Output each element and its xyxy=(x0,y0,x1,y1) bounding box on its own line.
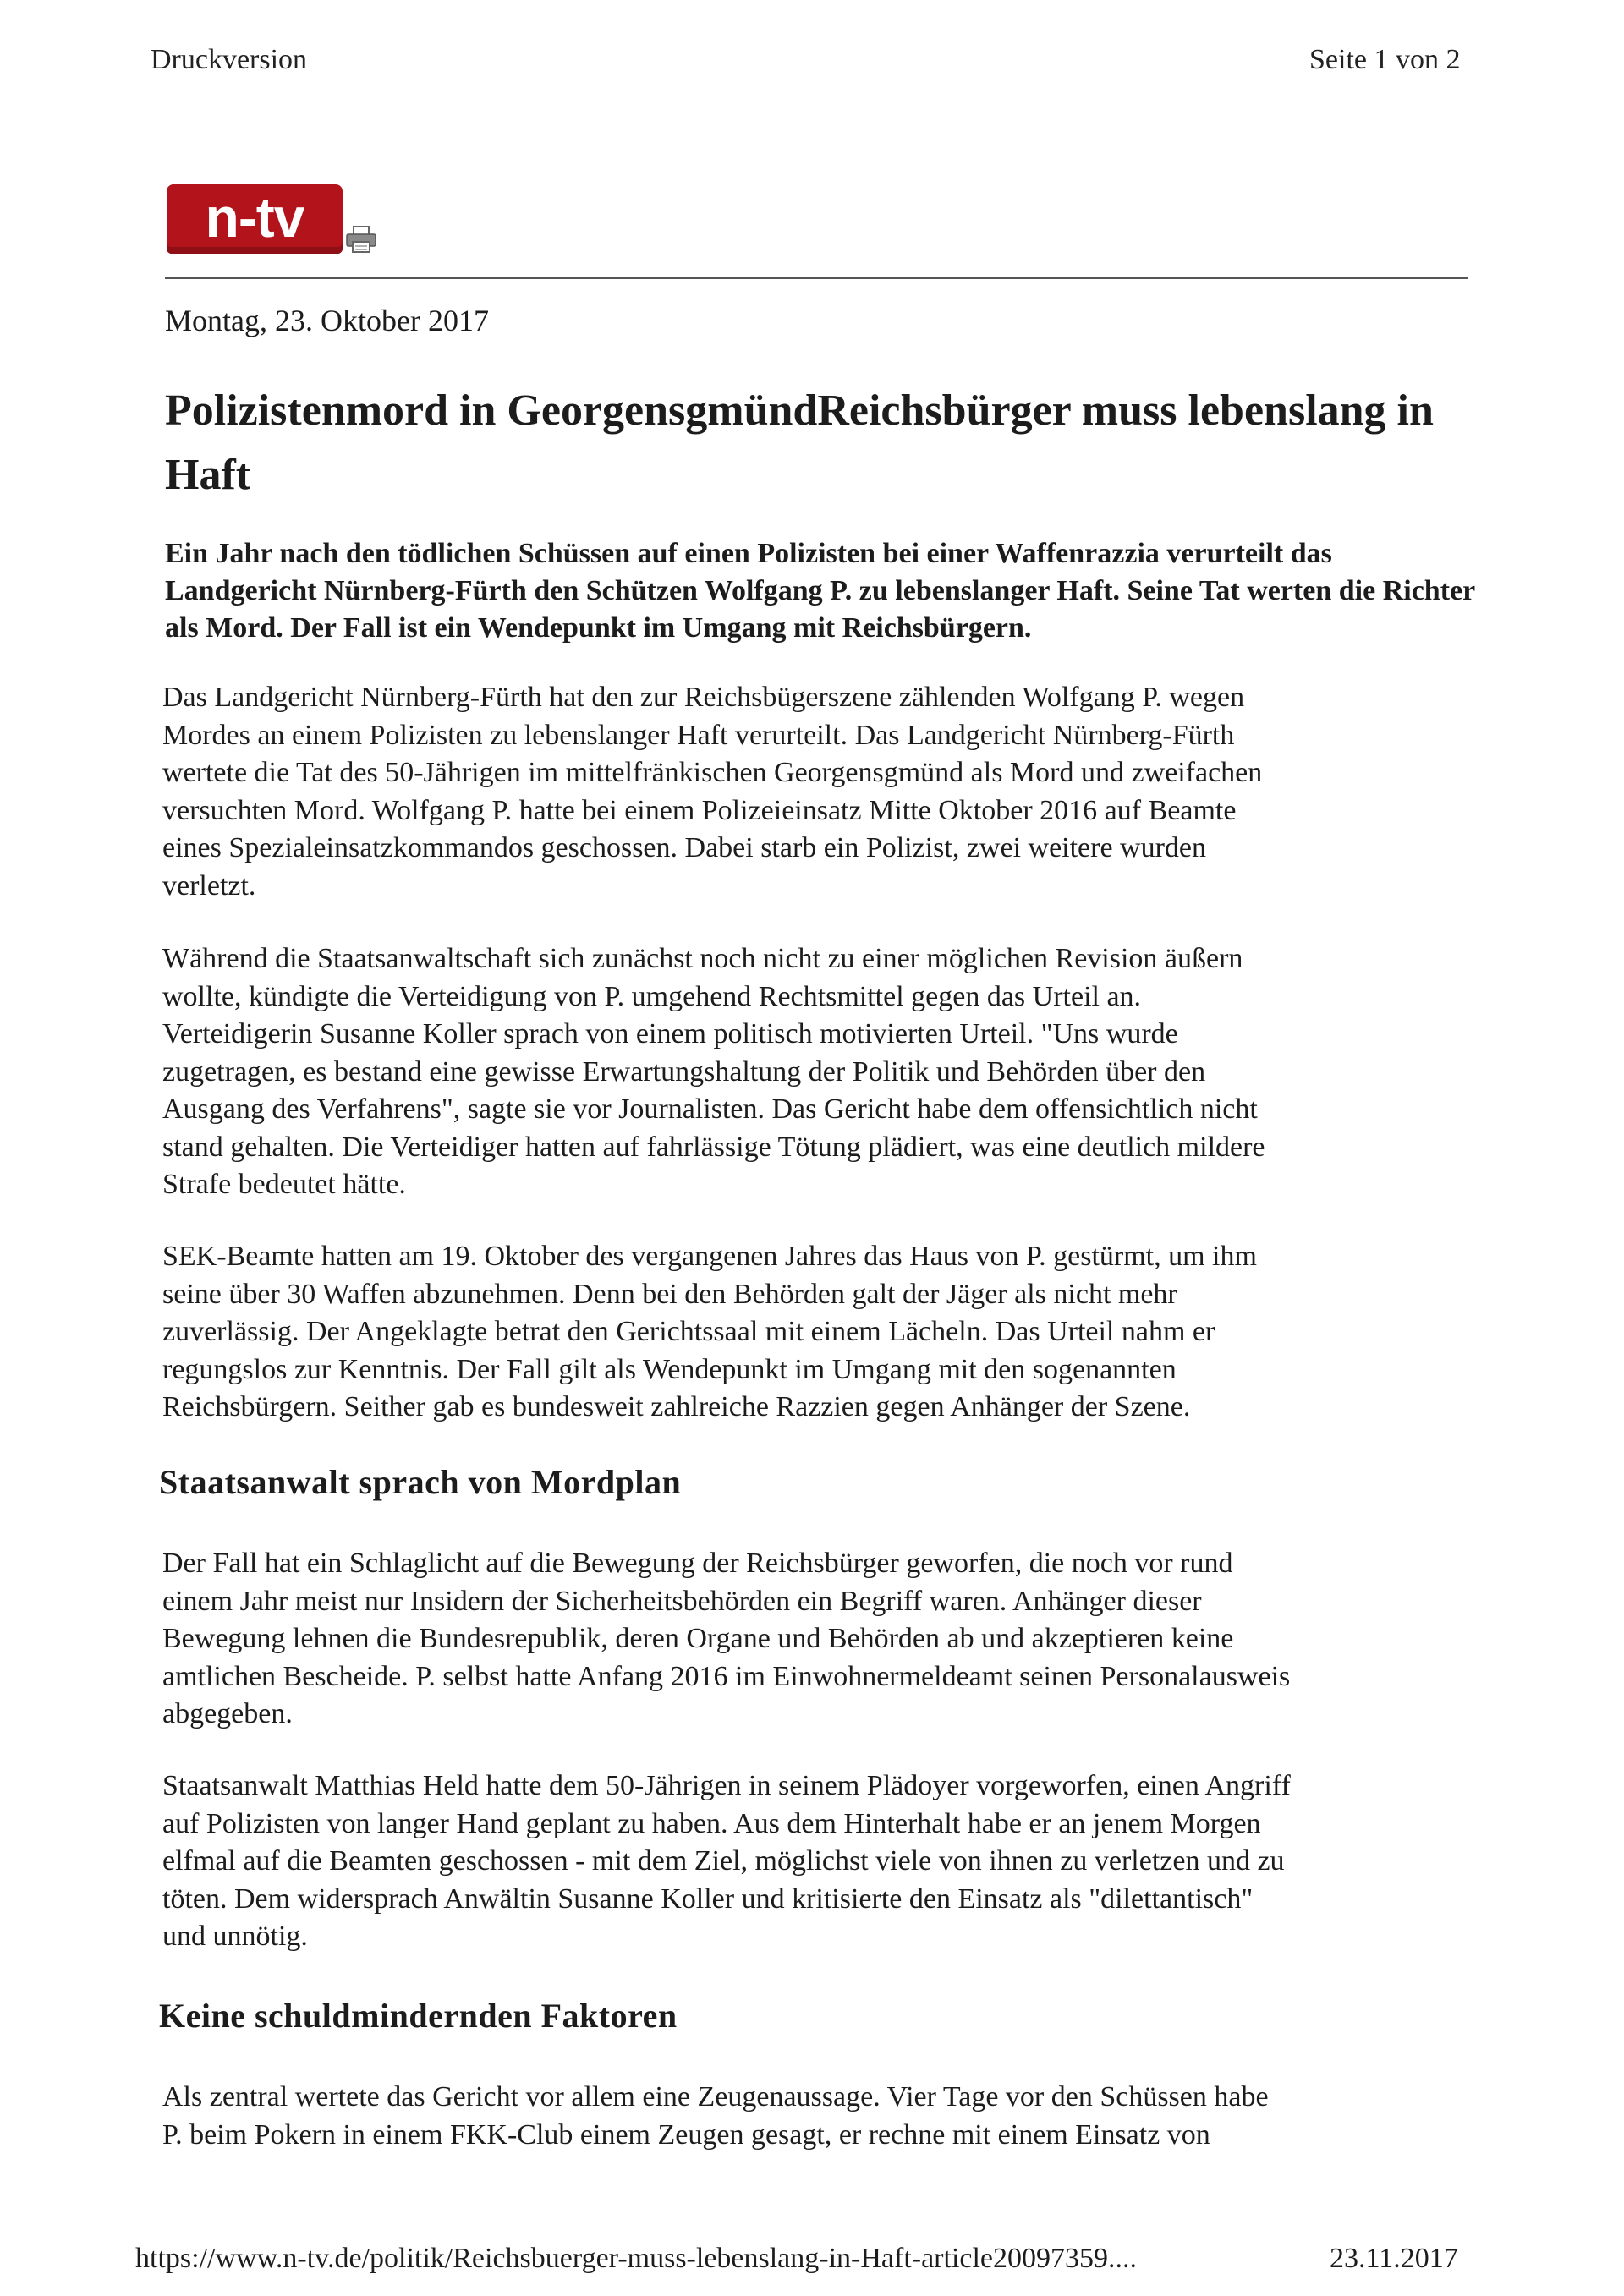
article-paragraph: Als zentral wertete das Gericht vor allem eine Zeugenaussage. Vier Tage vor den Schüssen habe P. beim Pokern in einem FKK-Club einem Zeugen gesagt, er rechne mit einem Einsatz von xyxy=(162,2081,1269,2151)
section-heading-faktoren: Keine schuldmindernden Faktoren xyxy=(159,1997,678,2035)
footer-source-url: https://www.n-tv.de/politik/Reichsbuerger-muss-lebenslang-in-Haft-article20097359.... xyxy=(135,2243,1138,2274)
article-paragraph: Der Fall hat ein Schlaglicht auf die Bewegung der Reichsbürger geworfen, die noch vor rund einem Jahr meist nur Insidern der Sicherheitsbehörden ein Begriff waren. Anhänger dieser Bewegung lehnen die Bundesrepublik, deren Organe und Behörden ab und akzeptieren keine amtlichen Bescheide. P. selbst hatte Anfang 2016 im Einwohnermeldeamt seinen Personalausweis abgegeben. xyxy=(162,1548,1291,1729)
article-paragraph: Staatsanwalt Matthias Held hatte dem 50-Jährigen in seinem Plädoyer vorgeworfen, einen Angriff auf Polizisten von langer Hand geplant zu haben. Aus dem Hinterhalt habe er an jenem Morgen elfmal auf die Beamten geschossen - mit dem Ziel, möglichst viele von ihnen zu verletzen und zu töten. Dem widersprach Anwältin Susanne Koller und kritisierte den Einsatz als "dilettantisch" und unnötig. xyxy=(162,1770,1291,1952)
ntv-logo xyxy=(167,184,343,254)
article-paragraph: Das Landgericht Nürnberg-Fürth hat den zur Reichsbügerszene zählenden Wolfgang P. wegen Mordes an einem Polizisten zu lebenslanger Haft verurteilt. Das Landgericht Nürnberg-Fürth wertete die Tat des 50-Jährigen im mittelfränkischen Georgensgmünd als Mord und zweifachen versuchten Mord. Wolfgang P. hatte bei einem Polizeieinsatz Mitte Oktober 2016 auf Beamte eines Spezialeinsatzkommandos geschossen. Dabei starb ein Polizist, zwei weitere wurden verletzt. xyxy=(162,682,1263,901)
article-lead: Ein Jahr nach den tödlichen Schüssen auf einen Polizisten bei einer Waffenrazzia verurteilt das Landgericht Nürnberg-Fürth den Schützen Wolfgang P. zu lebenslanger Haft. Seine Tat werten die Richter als Mord. Der Fall ist ein Wendepunkt im Umgang mit Reichsbürgern. xyxy=(165,538,1475,644)
page-counter: Seite 1 von 2 xyxy=(1309,44,1461,75)
print-version-label: Druckversion xyxy=(151,44,308,75)
footer-print-date: 23.11.2017 xyxy=(1330,2243,1458,2274)
article-title: Polizistenmord in GeorgensgmündReichsbürger muss lebenslang in Haft xyxy=(165,386,1434,499)
logo-text: n-tv xyxy=(205,186,304,249)
article-paragraph: SEK-Beamte hatten am 19. Oktober des vergangenen Jahres das Haus von P. gestürmt, um ihm seine über 30 Waffen abzunehmen. Denn bei den Behörden galt der Jäger als nicht mehr zuverlässig. Der Angeklagte betrat den Gerichtssaal mit einem Lächeln. Das Urteil nahm er regungslos zur Kenntnis. Der Fall gilt als Wendepunkt im Umgang mit den sogenannten Reichsbürgern. Seither gab es bundesweit zahlreiche Razzien gegen Anhänger der Szene. xyxy=(162,1241,1257,1422)
article-paragraph: Während die Staatsanwaltschaft sich zunächst noch nicht zu einer möglichen Revision äußern wollte, kündigte die Verteidigung von P. umgehend Rechtsmittel gegen das Urteil an. Verteidigerin Susanne Koller sprach von einem politisch motivierten Urteil. "Uns wurde zugetragen, es bestand eine gewisse Erwartungshaltung der Politik und Behörden über den Ausgang des Verfahrens", sagte sie vor Journalisten. Das Gericht habe dem offensichtlich nicht stand gehalten. Die Verteidiger hatten auf fahrlässige Tötung plädiert, was eine deutlich mildere Strafe bedeutet hätte. xyxy=(162,943,1265,1200)
section-heading-mordplan: Staatsanwalt sprach von Mordplan xyxy=(159,1463,682,1501)
article-date: Montag, 23. Oktober 2017 xyxy=(165,304,489,337)
printer-icon[interactable] xyxy=(345,225,377,254)
header-divider xyxy=(165,277,1468,279)
